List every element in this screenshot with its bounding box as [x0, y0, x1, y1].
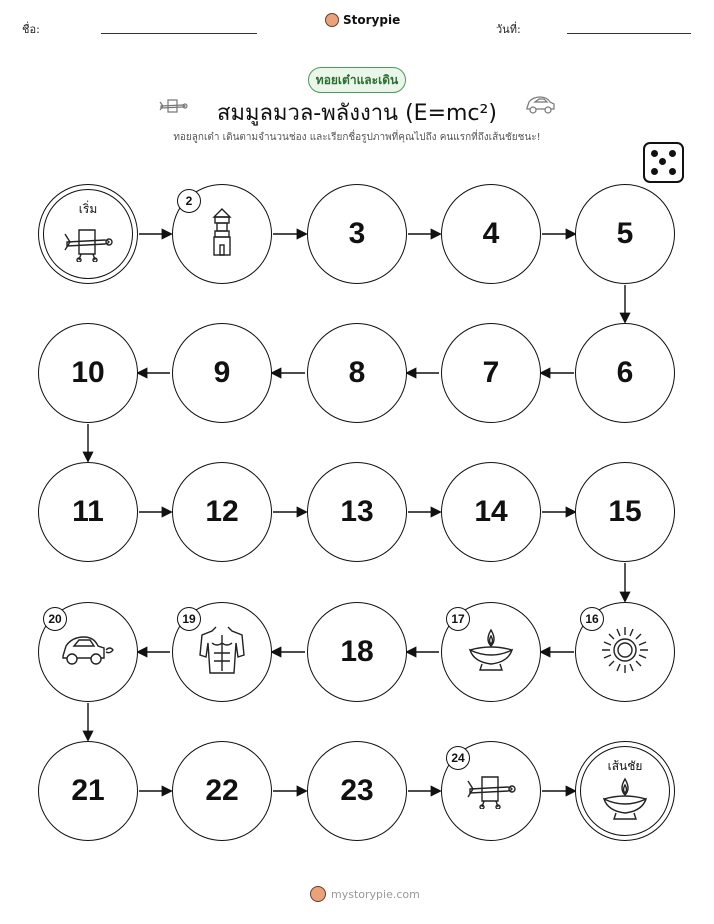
space-number: 15	[608, 495, 642, 528]
board-space-15[interactable]	[575, 462, 675, 562]
space-number: 18	[340, 635, 374, 668]
board-space-17[interactable]	[441, 602, 541, 702]
space-number: 5	[616, 217, 634, 250]
space-number: 3	[348, 217, 366, 250]
board-space-10[interactable]	[38, 323, 138, 423]
board-space-21[interactable]	[38, 741, 138, 841]
page-title: สมมูลมวล-พลังงาน (E=mc²)	[217, 101, 497, 126]
finish-label: เส้นชัย	[607, 759, 643, 773]
airplane-icon	[462, 769, 520, 813]
space-number-badge: 2	[177, 189, 201, 213]
space-number: 13	[340, 495, 374, 528]
oil-lamp-icon	[466, 628, 516, 676]
name-label: ชื่อ:	[22, 23, 40, 36]
space-number: 10	[71, 356, 105, 389]
board-space-6[interactable]	[575, 323, 675, 423]
torso-icon	[198, 625, 246, 679]
board-space-11[interactable]	[38, 462, 138, 562]
space-number: 12	[205, 495, 239, 528]
brand-name: Storypie	[343, 13, 401, 27]
date-label: วันที่:	[496, 23, 521, 36]
board-space-24[interactable]	[441, 741, 541, 841]
storypie-mascot-icon	[310, 886, 326, 902]
space-number: 14	[474, 495, 508, 528]
car-icon	[60, 632, 116, 672]
board-space-16[interactable]	[575, 602, 675, 702]
space-number: 21	[71, 774, 105, 807]
space-number-badge: 24	[446, 746, 470, 770]
space-number: 6	[616, 356, 634, 389]
tower-icon	[210, 207, 234, 261]
board-space-3[interactable]	[307, 184, 407, 284]
footer-url: mystorypie.com	[331, 887, 420, 901]
game-type-badge: ทอยเต๋าและเดิน	[308, 67, 406, 93]
board-space-8[interactable]	[307, 323, 407, 423]
start-label: เริ่ม	[78, 202, 98, 216]
board-space-13[interactable]	[307, 462, 407, 562]
airplane-icon	[59, 222, 117, 266]
sun-icon	[599, 624, 651, 680]
space-number: 4	[482, 217, 500, 250]
space-number: 11	[72, 495, 104, 528]
board-space-2[interactable]	[172, 184, 272, 284]
space-number-badge: 19	[177, 607, 201, 631]
board-space-5[interactable]	[575, 184, 675, 284]
board-space-22[interactable]	[172, 741, 272, 841]
board-space-14[interactable]	[441, 462, 541, 562]
board-space-7[interactable]	[441, 323, 541, 423]
space-number-badge: 16	[580, 607, 604, 631]
space-number: 8	[348, 356, 366, 389]
space-number: 22	[205, 774, 239, 807]
start-space[interactable]	[38, 184, 138, 284]
finish-space[interactable]	[575, 741, 675, 841]
board-space-20[interactable]	[38, 602, 138, 702]
space-number-badge: 20	[43, 607, 67, 631]
board-space-9[interactable]	[172, 323, 272, 423]
footer	[310, 886, 420, 902]
space-number: 23	[340, 774, 374, 807]
space-number: 9	[213, 356, 231, 389]
board-space-4[interactable]	[441, 184, 541, 284]
board-space-23[interactable]	[307, 741, 407, 841]
space-number-badge: 17	[446, 607, 470, 631]
space-number: 7	[482, 356, 500, 389]
board-space-12[interactable]	[172, 462, 272, 562]
instructions: ทอยลูกเต๋า เดินตามจำนวนช่อง และเรียกชื่อรูปภาพที่คุณไปถึง คนแรกที่ถึงเส้นชัยชนะ!	[173, 132, 541, 143]
board-space-18[interactable]	[307, 602, 407, 702]
oil-lamp-icon	[600, 777, 650, 825]
board-space-19[interactable]	[172, 602, 272, 702]
